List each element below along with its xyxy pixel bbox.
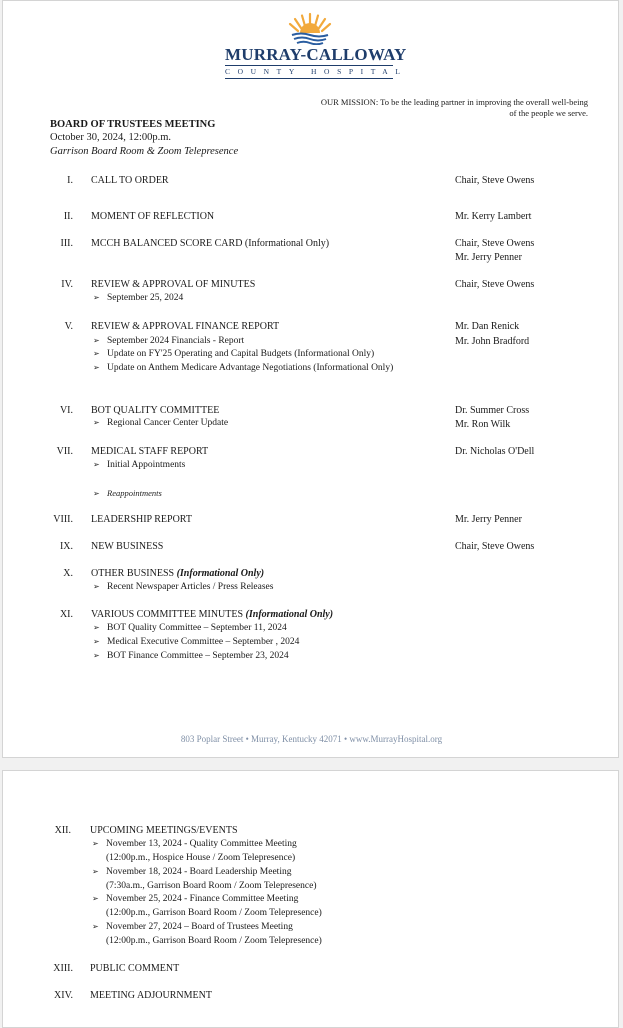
arrow-bullet-icon: ➢ [93,582,100,591]
agenda-title: REVIEW & APPROVAL FINANCE REPORT [91,321,280,332]
agenda-number: V. [64,321,73,332]
agenda-page-2 [2,770,619,1028]
logo-divider [225,78,393,79]
arrow-bullet-icon: ➢ [93,651,100,660]
agenda-presenter: Chair, Steve Owens [455,541,535,552]
agenda-number: XIII. [53,963,73,974]
agenda-presenter: Chair, Steve Owens [455,238,535,249]
arrow-bullet-icon: ➢ [93,363,100,372]
agenda-title: REVIEW & APPROVAL OF MINUTES [91,279,256,290]
agenda-subitem: ➢ BOT Finance Committee – September 23, 2024 [93,651,289,661]
meeting-location: Garrison Board Room & Zoom Telepresence [50,146,239,157]
agenda-subitem: ➢ BOT Quality Committee – September 11, 2024 [93,623,287,633]
agenda-presenter: Chair, Steve Owens [455,175,535,186]
agenda-number: IV. [61,279,73,290]
meeting-date: October 30, 2024, 12:00p.m. [50,132,172,143]
logo-divider [225,65,393,66]
agenda-number: XIV. [54,990,73,1001]
agenda-presenter: Mr. Ron Wilk [455,419,511,430]
event-item: ➢ November 27, 2024 – Board of Trustees Meeting [92,922,293,932]
agenda-presenter: Mr. Dan Renick [455,321,520,332]
agenda-title: UPCOMING MEETINGS/EVENTS [90,825,238,836]
event-item: ➢ November 18, 2024 - Board Leadership Meeting [92,867,292,877]
arrow-bullet-icon: ➢ [92,922,99,931]
agenda-title: VARIOUS COMMITTEE MINUTES (Informational Only) [91,609,334,620]
agenda-subitem: ➢ September 2024 Financials - Report [93,336,245,346]
mission-statement [321,97,588,119]
arrow-bullet-icon: ➢ [92,839,99,848]
arrow-bullet-icon: ➢ [93,349,100,358]
agenda-title: LEADERSHIP REPORT [91,514,192,525]
agenda-presenter: Chair, Steve Owens [455,279,535,290]
arrow-bullet-icon: ➢ [93,418,100,427]
agenda-presenter: Dr. Summer Cross [455,405,530,416]
agenda-subitem: ➢ Reappointments [93,488,162,498]
agenda-presenter: Dr. Nicholas O'Dell [455,446,535,457]
agenda-number: II. [63,211,73,222]
agenda-title: NEW BUSINESS [91,541,164,552]
arrow-bullet-icon: ➢ [93,293,100,302]
mission-line: OUR MISSION: To be the leading partner in improving the overall well-being [320,97,588,107]
agenda-subitem: ➢ Update on FY'25 Operating and Capital Budgets (Informational Only) [93,349,375,359]
agenda-presenter: Mr. Jerry Penner [455,252,522,263]
event-detail: (12:00p.m., Garrison Board Room / Zoom Telepresence) [106,936,322,946]
agenda-title: CALL TO ORDER [91,175,169,186]
agenda-title: MEDICAL STAFF REPORT [91,446,209,457]
agenda-number: III. [60,238,73,249]
arrow-bullet-icon: ➢ [92,894,99,903]
agenda-number: IX. [59,541,73,552]
agenda-subitem: ➢ Initial Appointments [93,460,186,470]
arrow-bullet-icon: ➢ [92,867,99,876]
agenda-page-1 [2,0,619,758]
agenda-title: BOT QUALITY COMMITTEE [91,405,220,416]
agenda-number: XII. [54,825,71,836]
event-detail: (12:00p.m., Hospice House / Zoom Telepresence) [106,853,296,863]
agenda-subitem: ➢ September 25, 2024 [93,293,184,303]
event-detail: (7:30a.m., Garrison Board Room / Zoom Telepresence) [106,881,317,891]
agenda-subitem: ➢ Regional Cancer Center Update [93,418,229,428]
event-detail: (12:00p.m., Garrison Board Room / Zoom Telepresence) [106,908,322,918]
meeting-title: BOARD OF TRUSTEES MEETING [50,119,216,130]
agenda-number: VIII. [53,514,73,525]
event-item: ➢ November 25, 2024 - Finance Committee Meeting [92,894,299,904]
agenda-presenter: Mr. Jerry Penner [455,514,522,525]
agenda-subitem: ➢ Recent Newspaper Articles / Press Releases [93,582,274,592]
arrow-bullet-icon: ➢ [93,623,100,632]
agenda-number: VII. [56,446,73,457]
page-footer: 803 Poplar Street • Murray, Kentucky 42071 • www.MurrayHospital.org [180,734,443,744]
agenda-title: OTHER BUSINESS (Informational Only) [91,568,265,579]
agenda-number: I. [67,175,73,186]
agenda-number: XI. [59,609,73,620]
arrow-bullet-icon: ➢ [93,460,100,469]
agenda-title: MEETING ADJOURNMENT [90,990,212,1001]
logo-subtitle: COUNTY HOSPITAL [225,67,408,76]
logo-name: MURRAY-CALLOWAY [225,45,407,64]
agenda-number: VI. [59,405,73,416]
arrow-bullet-icon: ➢ [93,489,100,498]
agenda-subitem: ➢ Update on Anthem Medicare Advantage Negotiations (Informational Only) [93,363,394,373]
arrow-bullet-icon: ➢ [93,336,100,345]
mission-line: of the people we serve. [509,108,588,118]
agenda-title: MCCH BALANCED SCORE CARD (Informational Only) [91,238,330,249]
agenda-subitem: ➢ Medical Executive Committee – September , 2024 [93,637,300,647]
agenda-presenter: Mr. Kerry Lambert [455,211,532,222]
agenda-number: X. [63,568,73,579]
agenda-title: PUBLIC COMMENT [90,963,180,974]
agenda-title: MOMENT OF REFLECTION [91,211,215,222]
sunrise-logo-icon [286,11,334,45]
arrow-bullet-icon: ➢ [93,637,100,646]
agenda-presenter: Mr. John Bradford [455,336,530,347]
event-item: ➢ November 13, 2024 - Quality Committee Meeting [92,839,297,849]
